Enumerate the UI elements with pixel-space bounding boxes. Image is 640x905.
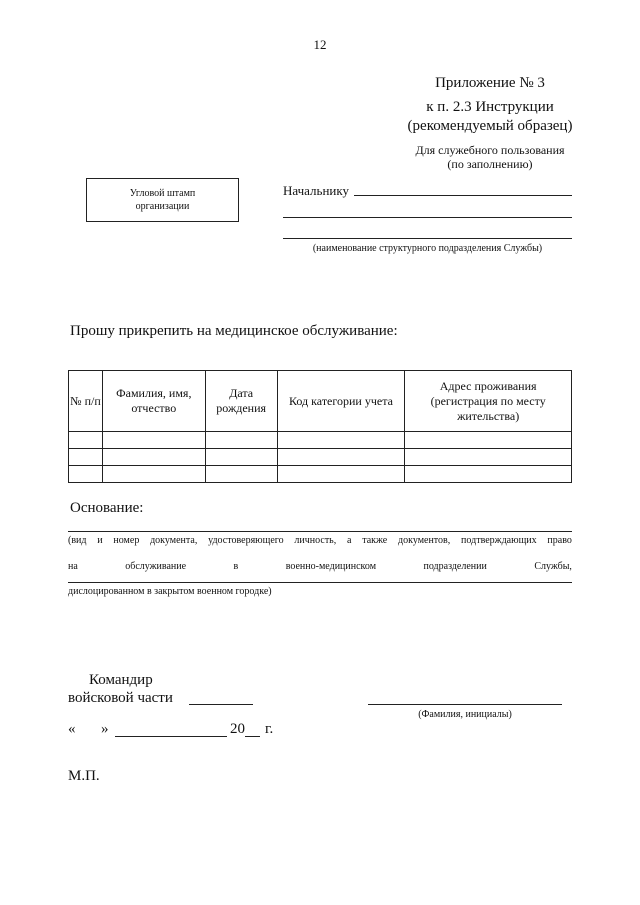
stamp-line-1: Угловой штамп [129,188,196,199]
corner-stamp-box [86,178,239,222]
column-header-address: Адрес проживания (регистрация по месту жительства) [405,371,572,432]
table-cell[interactable] [102,432,205,449]
date-open-quote: « [68,721,76,737]
basis-caption-line-2 [68,561,572,572]
caption-word: на [68,561,78,572]
year-suffix: г. [265,721,274,737]
column-header-birthdate: Дата рождения [205,371,277,432]
table-cell[interactable] [405,432,572,449]
table-cell[interactable] [277,449,405,466]
year-line[interactable] [245,736,260,737]
column-header-number: № п/п [69,371,103,432]
table-cell[interactable] [277,466,405,483]
table-cell[interactable] [405,466,572,483]
caption-word: документов, [398,535,451,546]
addressee-line-3[interactable] [283,238,572,239]
caption-word: личность, [294,535,337,546]
table-row [69,466,572,483]
column-header-category-code: Код категории учета [277,371,405,432]
table-row [69,449,572,466]
sample-note: (рекомендуемый образец) [407,118,573,134]
addressee-line-1[interactable] [354,195,572,196]
restriction-label: Для служебного пользования [415,143,565,157]
table-cell[interactable] [69,449,103,466]
caption-word: номер [113,535,140,546]
request-text: Прошу прикрепить на медицинское обслуживание: [70,323,398,339]
caption-word: (вид [68,535,87,546]
basis-caption-line-3: дислоцированном в закрытом военном городке) [68,586,272,597]
caption-word: а [347,535,352,546]
commander-title: Командир [89,672,153,688]
stamp-line-2: организации [135,201,190,212]
year-prefix: 20 [230,721,245,737]
caption-word: документа, [150,535,198,546]
date-day-month-line[interactable] [115,736,227,737]
table-row [69,432,572,449]
basis-caption-line-1 [68,535,572,546]
seal-label: М.П. [68,768,100,784]
addressee-caption: (наименование структурного подразделения Службы) [312,243,543,254]
table-cell[interactable] [69,466,103,483]
signature-line[interactable] [189,704,253,705]
table-header-row [69,371,572,432]
restriction-note: (по заполнению) [447,157,533,171]
table-cell[interactable] [405,449,572,466]
table-cell[interactable] [205,432,277,449]
basis-label: Основание: [70,500,144,516]
date-close-quote: » [101,721,109,737]
caption-word: подразделении [423,561,487,572]
table-cell[interactable] [102,466,205,483]
unit-label: войсковой части [68,690,173,706]
instruction-reference: к п. 2.3 Инструкции [426,99,554,115]
caption-word: в [233,561,239,572]
personnel-table [68,370,572,483]
addressee-label: Начальнику [283,183,350,198]
caption-word: военно-медицинском [285,561,377,572]
name-line[interactable] [368,704,562,705]
basis-line-2[interactable] [68,582,572,583]
caption-word: и [97,535,103,546]
column-header-name: Фамилия, имя, отчество [102,371,205,432]
table-cell[interactable] [205,449,277,466]
addressee-line-2[interactable] [283,217,572,218]
table-cell[interactable] [69,432,103,449]
caption-word: обслуживание [125,561,187,572]
caption-word: подтверждающих [461,535,537,546]
basis-line-1[interactable] [68,531,572,532]
caption-word: Службы, [534,561,572,572]
appendix-title: Приложение № 3 [435,75,545,91]
caption-word: также [362,535,388,546]
caption-word: право [547,535,572,546]
name-caption: (Фамилия, инициалы) [418,709,512,720]
caption-word: удостоверяющего [208,535,284,546]
page-number: 12 [313,37,327,52]
table-cell[interactable] [102,449,205,466]
table-cell[interactable] [277,432,405,449]
table-cell[interactable] [205,466,277,483]
